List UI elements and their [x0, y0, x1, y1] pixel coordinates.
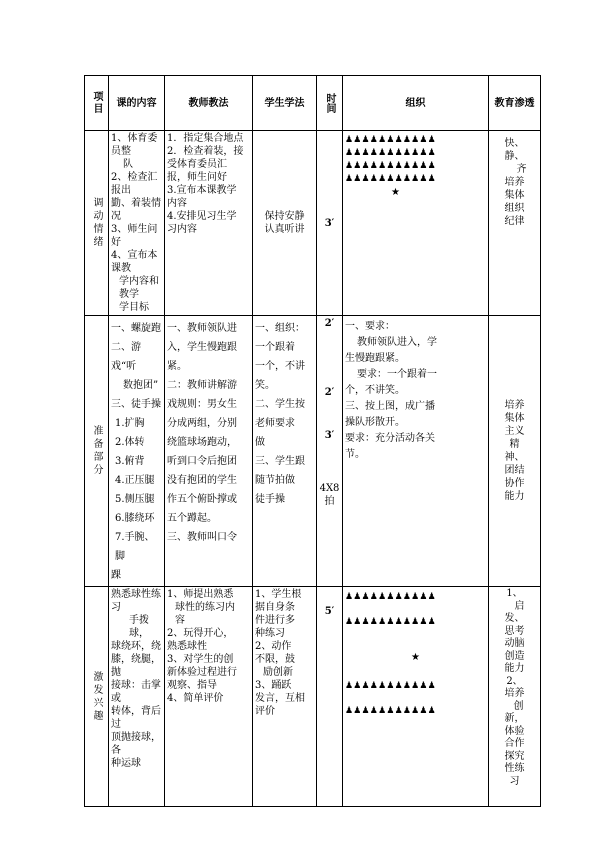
- text-line: 1、体育委员整: [111, 133, 158, 157]
- text-line: 性练: [504, 763, 525, 774]
- text-line: 纪律: [504, 216, 525, 227]
- formation-row: ♟♟♟♟♟♟♟♟♟♟♟: [345, 161, 436, 171]
- text-line: 新体验过程进行: [167, 667, 237, 678]
- text-line: 绕篮球场跑动，: [167, 437, 237, 448]
- time-cell: [317, 131, 343, 316]
- teacher-star-icon: ★: [391, 187, 400, 198]
- text-line: 5.侧压腿: [115, 494, 155, 505]
- time-cell: [317, 587, 343, 807]
- text-line: 踝: [111, 570, 121, 581]
- text-line: 五个蹲起。: [167, 513, 217, 524]
- header-student: 学生学法: [253, 76, 317, 131]
- formation-row: ♟♟♟♟♟♟♟♟♟♟♟: [345, 135, 436, 145]
- header-edu: 教育渗透: [489, 76, 541, 131]
- text-line: 熟悉球性: [167, 641, 207, 652]
- content-cell: [109, 316, 165, 587]
- text-line: 2、玩得开心，: [167, 628, 234, 639]
- text-line: 作五个俯卧撑或: [167, 494, 237, 505]
- teacher-cell: [165, 587, 253, 807]
- text-line: 节。: [345, 449, 365, 460]
- text-line: 生慢跑跟紧。: [345, 353, 405, 364]
- formation-row: ♟♟♟♟♟♟♟♟♟♟♟: [345, 174, 436, 184]
- text-line: 学目标: [119, 302, 149, 313]
- text-line: 一、组织：: [255, 323, 305, 334]
- edu-cell: [489, 316, 541, 587]
- text-line: 听到口令后抱团: [167, 456, 237, 467]
- text-line: 不限，鼓: [255, 654, 295, 665]
- text-line: 培养: [504, 688, 525, 699]
- text-line: 4、简单评价: [167, 693, 224, 704]
- student-cell: [253, 587, 317, 807]
- text-line: 合作: [504, 738, 525, 749]
- text-line: 动脑: [504, 638, 525, 649]
- table-row: [85, 131, 541, 316]
- text-line: 习: [111, 602, 121, 613]
- teacher-star-icon: ★: [411, 652, 420, 663]
- text-line: 能力: [504, 663, 525, 674]
- text-line: 6.膝绕环: [115, 513, 155, 524]
- text-line: 组织: [504, 203, 525, 214]
- lesson-plan-table: [84, 75, 541, 807]
- text-line: 集体: [504, 413, 525, 424]
- text-line: 习内容: [167, 224, 197, 235]
- text-line: 3、师生问好: [111, 224, 158, 248]
- text-line: 手拨球，: [129, 615, 149, 639]
- text-line: 二：教师讲解游: [167, 380, 237, 391]
- time-value: 拍: [324, 496, 335, 507]
- text-line: 球绕环，绕: [111, 641, 161, 652]
- text-line: 保持安静: [264, 211, 305, 222]
- text-line: 3、踊跃: [255, 680, 292, 691]
- text-line: 报，师生问好: [167, 172, 227, 183]
- text-line: 接球：击掌或: [111, 680, 161, 704]
- table-row: [85, 316, 541, 587]
- header-time: 时间: [317, 76, 343, 131]
- text-line: 思考: [504, 625, 525, 637]
- header-org: 组织: [343, 76, 489, 131]
- text-line: 7.手腕、脚: [115, 532, 155, 562]
- text-line: 容: [175, 615, 185, 626]
- text-line: 认真听讲: [264, 224, 305, 235]
- edu-cell: [489, 587, 541, 807]
- text-line: 球性的练习内: [175, 602, 235, 613]
- text-line: 3、对学生的创: [167, 654, 234, 665]
- text-line: 要求：一个跟着一: [357, 369, 437, 380]
- section-label: 准备部分: [85, 316, 109, 587]
- text-line: 一、教师领队进: [167, 323, 237, 334]
- text-line: 发、: [504, 613, 525, 624]
- text-line: 集体: [504, 190, 525, 201]
- text-line: 内容: [167, 198, 187, 209]
- text-line: 个，不讲笑。: [345, 385, 405, 396]
- content-cell: [109, 131, 165, 316]
- text-line: 1．指定集合地点: [167, 133, 244, 144]
- text-line: 教师领队进入，学: [357, 337, 437, 348]
- text-line: 随节拍做: [255, 475, 295, 486]
- text-line: 顶抛接球，各: [111, 732, 161, 756]
- text-line: 三、按上图，成广播: [345, 401, 435, 412]
- text-line: 观察、指导: [167, 680, 217, 691]
- text-line: 1、师提出熟悉: [167, 589, 234, 600]
- text-line: 笑。: [255, 380, 275, 391]
- text-line: 2、动作: [255, 641, 292, 652]
- text-line: 励创新: [263, 667, 293, 678]
- text-line: 一个跟着: [255, 342, 295, 353]
- text-line: 培养: [504, 177, 525, 188]
- text-line: 入，学生慢跑跟: [167, 342, 237, 353]
- header-item: 项目: [85, 76, 109, 131]
- text-line: 创: [513, 700, 524, 712]
- text-line: 2、: [506, 675, 523, 687]
- text-line: 启: [514, 600, 525, 612]
- edu-cell: [489, 131, 541, 316]
- time-value: 3′: [324, 217, 335, 229]
- text-line: 二、游戏“听: [111, 342, 141, 372]
- text-line: 学内容和教学: [119, 276, 159, 300]
- time-value: 5′: [324, 606, 335, 617]
- text-line: 分成两组，分别: [167, 418, 237, 429]
- text-line: 据自身条: [255, 602, 295, 613]
- text-line: 三、学生跟: [255, 456, 305, 467]
- text-line: 3.宣布本课教学: [167, 185, 237, 196]
- formation-row: ♟♟♟♟♟♟♟♟♟♟♟: [345, 617, 436, 627]
- text-line: 队: [123, 159, 133, 170]
- text-line: 一、螺旋跑: [111, 323, 161, 334]
- header-content: 课的内容: [109, 76, 165, 131]
- teacher-cell: [165, 131, 253, 316]
- text-line: 1、学生根: [255, 589, 302, 600]
- text-line: 2.体转: [115, 437, 145, 448]
- text-line: 1.扩胸: [115, 418, 145, 429]
- text-line: 三、徒手操: [111, 399, 161, 410]
- header-teacher: 教师教法: [165, 76, 253, 131]
- student-cell: [253, 316, 317, 587]
- text-line: 评价: [255, 706, 275, 717]
- teacher-cell: [165, 316, 253, 587]
- text-line: 1、: [506, 588, 523, 599]
- text-line: 神、: [504, 452, 525, 463]
- text-line: 团结: [504, 465, 525, 476]
- text-line: 种练习: [255, 628, 285, 639]
- formation-row: ♟♟♟♟♟♟♟♟♟♟♟: [345, 681, 436, 691]
- org-cell: [343, 587, 489, 807]
- text-line: 协作: [504, 478, 525, 489]
- text-line: 受体育委员汇: [167, 159, 227, 170]
- time-value: 2′: [324, 318, 335, 329]
- text-line: 数抱团”: [123, 380, 159, 391]
- text-line: 探究: [504, 750, 525, 762]
- text-line: 创造: [504, 650, 525, 662]
- text-line: 主义: [504, 426, 525, 437]
- text-line: 培养: [504, 400, 525, 411]
- text-line: 二、学生按: [255, 399, 305, 410]
- text-line: 熟悉球性练: [111, 589, 161, 600]
- section-label: 调动情绪: [85, 131, 109, 316]
- text-line: 2、检查汇报出: [111, 172, 158, 196]
- formation-row: ♟♟♟♟♟♟♟♟♟♟♟: [345, 706, 436, 716]
- time-value: 4X8: [319, 483, 340, 494]
- text-line: 静、: [504, 151, 525, 162]
- text-line: 体验: [504, 725, 525, 737]
- text-line: 操队形散开。: [345, 417, 405, 428]
- text-line: 勤、着装情况: [111, 198, 161, 222]
- time-cell: [317, 316, 343, 587]
- text-line: 膝，绕腿，抛: [111, 654, 161, 678]
- text-line: 一、要求：: [345, 321, 395, 332]
- text-line: 新，: [504, 713, 525, 724]
- org-cell: [343, 131, 489, 316]
- table-row: [85, 587, 541, 807]
- text-line: 习: [509, 775, 520, 787]
- text-line: 戏规则：男女生: [167, 399, 237, 410]
- formation-row: ♟♟♟♟♟♟♟♟♟♟♟: [345, 148, 436, 158]
- section-label: 激发兴趣: [85, 587, 109, 807]
- text-line: 2．检查着装，接: [167, 146, 244, 157]
- text-line: 精: [509, 439, 520, 450]
- text-line: 要求：充分活动各关: [345, 433, 435, 444]
- org-cell: [343, 316, 489, 587]
- text-line: 三、教师叫口令: [167, 532, 237, 543]
- text-line: 件进行多: [255, 615, 295, 626]
- formation-row: ♟♟♟♟♟♟♟♟♟♟♟: [345, 592, 436, 602]
- time-value: 3′: [324, 430, 335, 441]
- text-line: 种运球: [111, 758, 141, 769]
- text-line: 4.安排见习生学: [167, 211, 237, 222]
- text-line: 紧。: [167, 361, 187, 372]
- text-line: 发言，互相: [255, 693, 305, 704]
- text-line: 没有抱团的学生: [167, 475, 237, 486]
- content-cell: [109, 587, 165, 807]
- text-line: 一个，不讲: [255, 361, 305, 372]
- text-line: 3.俯背: [115, 456, 145, 467]
- text-line: 4.正压腿: [115, 475, 155, 486]
- time-value: 2′: [324, 387, 335, 398]
- student-cell: [253, 131, 317, 316]
- text-line: 转体，背后过: [111, 706, 161, 730]
- text-line: 做: [255, 437, 265, 448]
- header-row: [85, 76, 541, 131]
- text-line: 徒手操: [255, 494, 285, 505]
- text-line: 老师要求: [255, 418, 295, 429]
- text-line: 齐: [516, 164, 527, 175]
- text-line: 4、宣布本课教: [111, 250, 158, 274]
- text-line: 快、: [504, 138, 525, 149]
- text-line: 能力: [504, 491, 525, 502]
